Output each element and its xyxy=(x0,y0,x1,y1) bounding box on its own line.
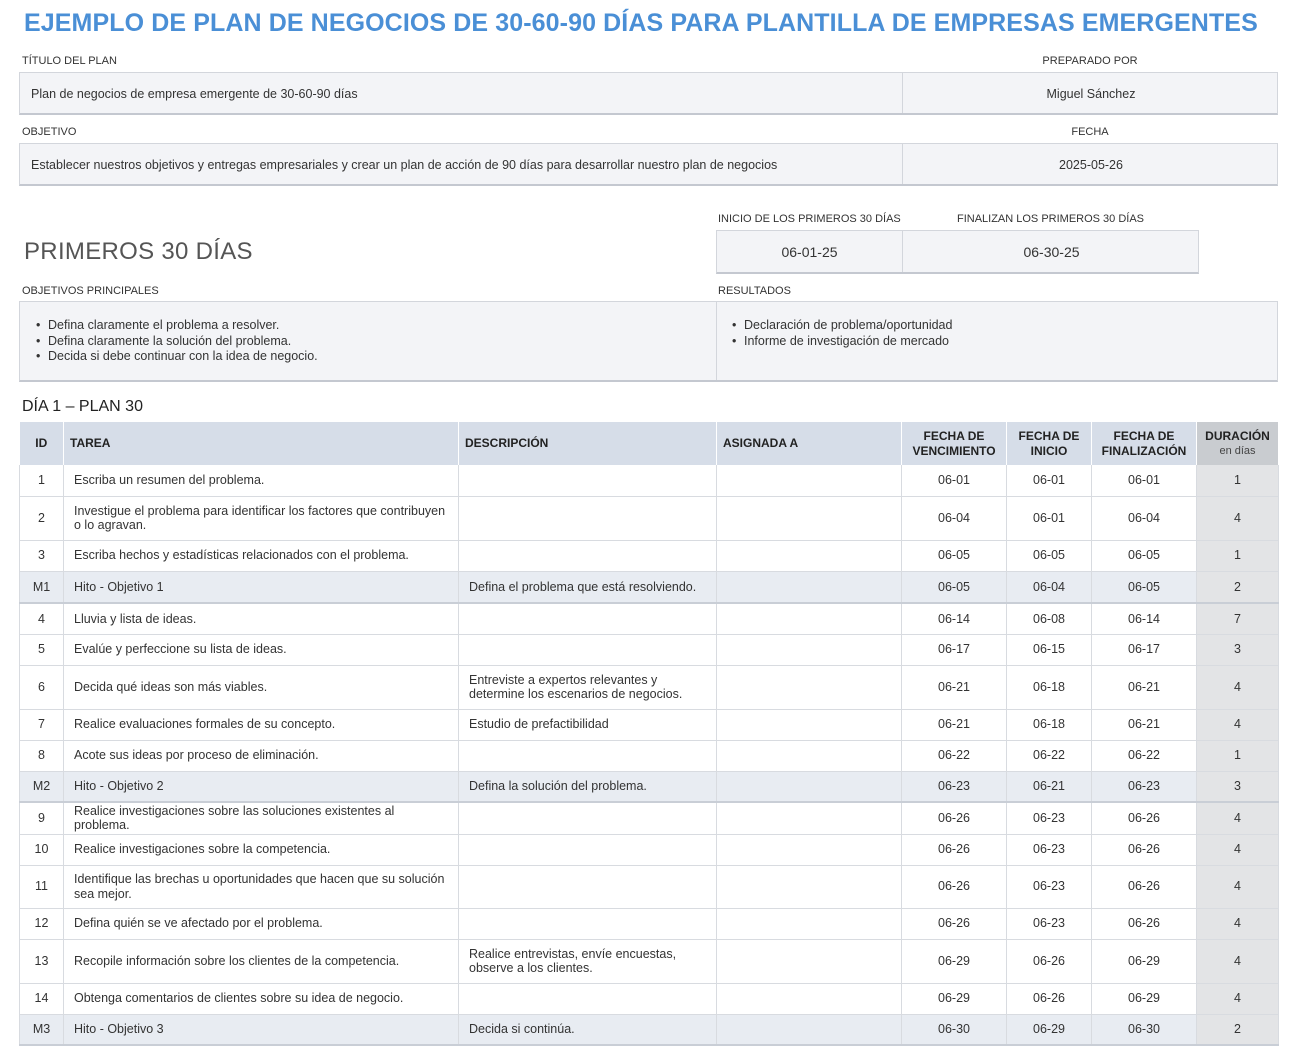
task-start-date[interactable]: 06-04 xyxy=(1007,571,1092,603)
task-name[interactable]: Identifique las brechas u oportunidades que hacen que su solución sea mejor. xyxy=(64,865,459,908)
task-end-date[interactable]: 06-26 xyxy=(1092,865,1197,908)
task-due-date[interactable]: 06-21 xyxy=(902,665,1007,709)
task-start-date[interactable]: 06-26 xyxy=(1007,939,1092,983)
task-assigned[interactable] xyxy=(717,634,902,665)
col-id: ID xyxy=(20,422,64,465)
task-duration[interactable]: 7 xyxy=(1197,603,1279,634)
task-due-date[interactable]: 06-21 xyxy=(902,709,1007,740)
task-duration[interactable]: 4 xyxy=(1197,983,1279,1014)
task-description[interactable]: Entreviste a expertos relevantes y determine los escenarios de negocios. xyxy=(459,665,717,709)
table-row xyxy=(20,465,1279,496)
start-date-value[interactable]: 06-01-25 xyxy=(781,244,838,260)
milestone-row xyxy=(20,1014,1279,1045)
end-date-value[interactable]: 06-30-25 xyxy=(1023,244,1080,260)
task-assigned[interactable] xyxy=(717,496,902,540)
task-assigned[interactable] xyxy=(717,939,902,983)
task-duration[interactable]: 4 xyxy=(1197,939,1279,983)
task-description[interactable] xyxy=(459,634,717,665)
task-start-date[interactable]: 06-05 xyxy=(1007,540,1092,571)
table-row xyxy=(20,983,1279,1014)
task-due-date[interactable]: 06-29 xyxy=(902,939,1007,983)
task-id[interactable]: M3 xyxy=(20,1014,64,1045)
prepared-by-label: PREPARADO POR xyxy=(1042,55,1138,67)
task-assigned[interactable] xyxy=(717,571,902,603)
task-start-date[interactable]: 06-23 xyxy=(1007,865,1092,908)
task-description[interactable] xyxy=(459,465,717,496)
plan-title-box xyxy=(19,72,1278,115)
task-description[interactable]: Defina la solución del problema. xyxy=(459,771,717,802)
task-name[interactable]: Defina quién se ve afectado por el problema. xyxy=(64,908,459,939)
section-heading: PRIMEROS 30 DÍAS xyxy=(24,238,253,265)
task-assigned[interactable] xyxy=(717,834,902,865)
task-start-date[interactable]: 06-26 xyxy=(1007,983,1092,1014)
objective-label: OBJETIVO xyxy=(22,126,77,138)
task-due-date[interactable]: 06-26 xyxy=(902,834,1007,865)
task-duration[interactable]: 4 xyxy=(1197,665,1279,709)
task-name[interactable]: Recopile información sobre los clientes de la competencia. xyxy=(64,939,459,983)
task-duration[interactable]: 3 xyxy=(1197,634,1279,665)
table-row xyxy=(20,665,1279,709)
task-description[interactable] xyxy=(459,496,717,540)
result-item: • Declaración de problema/oportunidad xyxy=(744,318,952,334)
task-end-date[interactable]: 06-26 xyxy=(1092,834,1197,865)
prepared-by-value[interactable]: Miguel Sánchez xyxy=(1046,86,1136,101)
table-row xyxy=(20,603,1279,634)
task-end-date[interactable]: 06-23 xyxy=(1092,771,1197,802)
task-end-date[interactable]: 06-29 xyxy=(1092,939,1197,983)
table-row xyxy=(20,908,1279,939)
table-row xyxy=(20,496,1279,540)
task-name[interactable]: Acote sus ideas por proceso de eliminación. xyxy=(64,740,459,771)
task-end-date[interactable]: 06-05 xyxy=(1092,540,1197,571)
task-end-date[interactable]: 06-26 xyxy=(1092,802,1197,834)
task-id[interactable]: 3 xyxy=(20,540,64,571)
task-name[interactable]: Escriba hechos y estadísticas relacionados con el problema. xyxy=(64,540,459,571)
task-assigned[interactable] xyxy=(717,771,902,802)
task-name[interactable]: Escriba un resumen del problema. xyxy=(64,465,459,496)
task-due-date[interactable]: 06-29 xyxy=(902,983,1007,1014)
table-row xyxy=(20,802,1279,834)
task-due-date[interactable]: 06-23 xyxy=(902,771,1007,802)
start-label: INICIO DE LOS PRIMEROS 30 DÍAS xyxy=(718,213,901,225)
table-row xyxy=(20,540,1279,571)
task-start-date[interactable]: 06-23 xyxy=(1007,908,1092,939)
task-assigned[interactable] xyxy=(717,908,902,939)
task-id[interactable]: M2 xyxy=(20,771,64,802)
task-id[interactable]: 13 xyxy=(20,939,64,983)
task-id[interactable]: 9 xyxy=(20,802,64,834)
task-assigned[interactable] xyxy=(717,540,902,571)
task-assigned[interactable] xyxy=(717,983,902,1014)
goals-label: OBJETIVOS PRINCIPALES xyxy=(22,285,159,297)
goal-item: • Defina claramente la solución del problema. xyxy=(48,334,318,350)
task-end-date[interactable]: 06-29 xyxy=(1092,983,1197,1014)
task-duration[interactable]: 4 xyxy=(1197,908,1279,939)
task-id[interactable]: 4 xyxy=(20,603,64,634)
task-description[interactable] xyxy=(459,834,717,865)
task-assigned[interactable] xyxy=(717,1014,902,1045)
task-due-date[interactable]: 06-05 xyxy=(902,571,1007,603)
task-description[interactable]: Estudio de prefactibilidad xyxy=(459,709,717,740)
task-id[interactable]: 14 xyxy=(20,983,64,1014)
task-name[interactable]: Decida qué ideas son más viables. xyxy=(64,665,459,709)
goals-list[interactable] xyxy=(34,318,318,365)
task-due-date[interactable]: 06-22 xyxy=(902,740,1007,771)
plan-title-label: TÍTULO DEL PLAN xyxy=(22,55,117,67)
task-due-date[interactable]: 06-17 xyxy=(902,634,1007,665)
task-name[interactable]: Hito - Objetivo 1 xyxy=(64,571,459,603)
task-id[interactable]: 11 xyxy=(20,865,64,908)
task-description[interactable] xyxy=(459,540,717,571)
objective-box xyxy=(19,143,1278,186)
task-start-date[interactable]: 06-22 xyxy=(1007,740,1092,771)
col-task: TAREA xyxy=(64,422,459,465)
task-assigned[interactable] xyxy=(717,740,902,771)
col-duration-title: DURACIÓN xyxy=(1205,428,1270,443)
task-assigned[interactable] xyxy=(717,465,902,496)
table-row xyxy=(20,834,1279,865)
col-assigned: ASIGNADA A xyxy=(717,422,902,465)
task-duration[interactable]: 1 xyxy=(1197,740,1279,771)
task-id[interactable]: 8 xyxy=(20,740,64,771)
task-duration[interactable]: 3 xyxy=(1197,771,1279,802)
task-start-date[interactable]: 06-18 xyxy=(1007,709,1092,740)
date-range-box xyxy=(716,230,1199,274)
task-end-date[interactable]: 06-17 xyxy=(1092,634,1197,665)
task-name[interactable]: Hito - Objetivo 2 xyxy=(64,771,459,802)
task-start-date[interactable]: 06-01 xyxy=(1007,496,1092,540)
task-duration[interactable]: 1 xyxy=(1197,465,1279,496)
task-duration[interactable]: 1 xyxy=(1197,540,1279,571)
task-end-date[interactable]: 06-04 xyxy=(1092,496,1197,540)
table-row xyxy=(20,709,1279,740)
goal-item: • Decida si debe continuar con la idea de negocio. xyxy=(48,349,318,365)
task-duration[interactable]: 2 xyxy=(1197,1014,1279,1045)
objective-value[interactable]: Establecer nuestros objetivos y entregas empresariales y crear un plan de acción de 90 días para desarrollar nuestro plan de negocios xyxy=(31,157,778,172)
date-value[interactable]: 2025-05-26 xyxy=(1059,157,1123,172)
table-row xyxy=(20,939,1279,983)
col-start-date: FECHA DE INICIO xyxy=(1007,422,1092,465)
task-due-date[interactable]: 06-14 xyxy=(902,603,1007,634)
task-name[interactable]: Obtenga comentarios de clientes sobre su idea de negocio. xyxy=(64,983,459,1014)
task-id[interactable]: 12 xyxy=(20,908,64,939)
table-row xyxy=(20,634,1279,665)
table-row xyxy=(20,865,1279,908)
col-duration xyxy=(1197,422,1279,465)
task-duration[interactable]: 4 xyxy=(1197,834,1279,865)
task-start-date[interactable]: 06-08 xyxy=(1007,603,1092,634)
results-list[interactable] xyxy=(730,318,952,349)
task-duration[interactable]: 4 xyxy=(1197,709,1279,740)
goals-results-box xyxy=(19,301,1278,382)
col-description: DESCRIPCIÓN xyxy=(459,422,717,465)
milestone-row xyxy=(20,771,1279,802)
task-start-date[interactable]: 06-21 xyxy=(1007,771,1092,802)
task-name[interactable]: Investigue el problema para identificar los factores que contribuyen o lo agravan. xyxy=(64,496,459,540)
task-duration[interactable]: 4 xyxy=(1197,496,1279,540)
task-description[interactable]: Decida si continúa. xyxy=(459,1014,717,1045)
task-assigned[interactable] xyxy=(717,603,902,634)
end-label: FINALIZAN LOS PRIMEROS 30 DÍAS xyxy=(956,213,1145,225)
task-end-date[interactable]: 06-21 xyxy=(1092,709,1197,740)
task-end-date[interactable]: 06-22 xyxy=(1092,740,1197,771)
task-table xyxy=(19,422,1279,1046)
results-label: RESULTADOS xyxy=(718,285,791,297)
task-due-date[interactable]: 06-05 xyxy=(902,540,1007,571)
milestone-row xyxy=(20,571,1279,603)
task-name[interactable]: Realice investigaciones sobre la competencia. xyxy=(64,834,459,865)
task-assigned[interactable] xyxy=(717,865,902,908)
task-due-date[interactable]: 06-01 xyxy=(902,465,1007,496)
task-assigned[interactable] xyxy=(717,709,902,740)
task-description[interactable] xyxy=(459,865,717,908)
task-id[interactable]: 10 xyxy=(20,834,64,865)
date-label: FECHA xyxy=(1071,126,1109,138)
task-id[interactable]: 7 xyxy=(20,709,64,740)
task-assigned[interactable] xyxy=(717,802,902,834)
task-start-date[interactable]: 06-18 xyxy=(1007,665,1092,709)
task-id[interactable]: 5 xyxy=(20,634,64,665)
task-end-date[interactable]: 06-01 xyxy=(1092,465,1197,496)
task-description[interactable]: Defina el problema que está resolviendo. xyxy=(459,571,717,603)
task-duration[interactable]: 4 xyxy=(1197,802,1279,834)
task-description[interactable] xyxy=(459,740,717,771)
task-description[interactable] xyxy=(459,983,717,1014)
page-title: EJEMPLO DE PLAN DE NEGOCIOS DE 30-60-90 DÍAS PARA PLANTILLA DE EMPRESAS EMERGENTES xyxy=(24,9,1258,37)
task-start-date[interactable]: 06-29 xyxy=(1007,1014,1092,1045)
task-id[interactable]: 6 xyxy=(20,665,64,709)
task-due-date[interactable]: 06-04 xyxy=(902,496,1007,540)
plan-title-value[interactable]: Plan de negocios de empresa emergente de 30-60-90 días xyxy=(31,86,358,101)
result-item: • Informe de investigación de mercado xyxy=(744,334,952,350)
task-id[interactable]: M1 xyxy=(20,571,64,603)
task-start-date[interactable]: 06-15 xyxy=(1007,634,1092,665)
task-description[interactable]: Realice entrevistas, envíe encuestas, observe a los clientes. xyxy=(459,939,717,983)
col-end-date: FECHA DE FINALIZACIÓN xyxy=(1092,422,1197,465)
task-description[interactable] xyxy=(459,802,717,834)
goal-item: • Defina claramente el problema a resolver. xyxy=(48,318,318,334)
task-id[interactable]: 2 xyxy=(20,496,64,540)
col-due-date: FECHA DE VENCIMIENTO xyxy=(902,422,1007,465)
task-name[interactable]: Evalúe y perfeccione su lista de ideas. xyxy=(64,634,459,665)
task-duration[interactable]: 4 xyxy=(1197,865,1279,908)
task-name[interactable]: Realice evaluaciones formales de su concepto. xyxy=(64,709,459,740)
task-end-date[interactable]: 06-05 xyxy=(1092,571,1197,603)
task-start-date[interactable]: 06-23 xyxy=(1007,834,1092,865)
task-end-date[interactable]: 06-26 xyxy=(1092,908,1197,939)
table-row xyxy=(20,740,1279,771)
task-due-date[interactable]: 06-26 xyxy=(902,865,1007,908)
task-end-date[interactable]: 06-21 xyxy=(1092,665,1197,709)
task-duration[interactable]: 2 xyxy=(1197,571,1279,603)
task-name[interactable]: Hito - Objetivo 3 xyxy=(64,1014,459,1045)
task-due-date[interactable]: 06-26 xyxy=(902,908,1007,939)
task-end-date[interactable]: 06-30 xyxy=(1092,1014,1197,1045)
task-end-date[interactable]: 06-14 xyxy=(1092,603,1197,634)
task-start-date[interactable]: 06-23 xyxy=(1007,802,1092,834)
task-id[interactable]: 1 xyxy=(20,465,64,496)
plan-heading: DÍA 1 – PLAN 30 xyxy=(22,398,143,415)
task-due-date[interactable]: 06-30 xyxy=(902,1014,1007,1045)
task-assigned[interactable] xyxy=(717,665,902,709)
task-name[interactable]: Realice investigaciones sobre las soluciones existentes al problema. xyxy=(64,802,459,834)
task-start-date[interactable]: 06-01 xyxy=(1007,465,1092,496)
task-description[interactable] xyxy=(459,603,717,634)
col-duration-sub: en días xyxy=(1219,444,1256,457)
task-name[interactable]: Lluvia y lista de ideas. xyxy=(64,603,459,634)
task-description[interactable] xyxy=(459,908,717,939)
task-due-date[interactable]: 06-26 xyxy=(902,802,1007,834)
